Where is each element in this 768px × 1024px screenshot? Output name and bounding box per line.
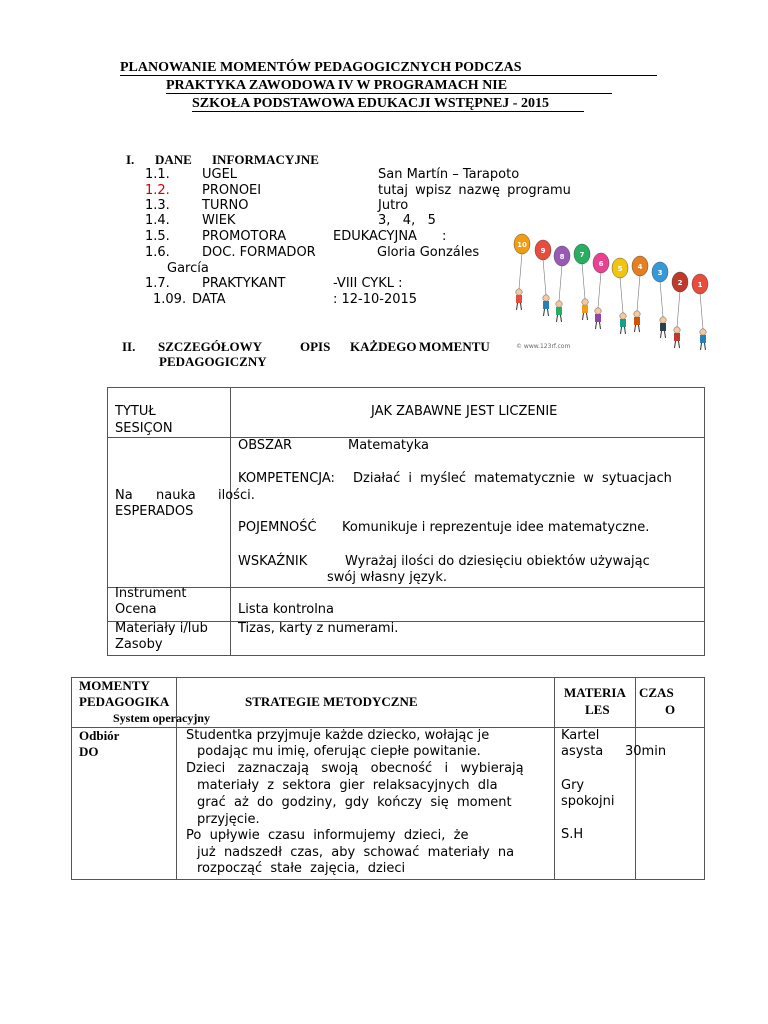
indicator-value-2: swój własny język.: [327, 570, 448, 585]
strategy-1-line-2: podając mu imię, oferując ciepłe powitanie.: [197, 744, 481, 759]
info-value: Gloria Gonzáles: [377, 245, 480, 260]
indicator-value-1: Wyrażaj ilości do dziesięciu obiektów używając: [345, 554, 650, 569]
section2-word2: OPIS: [300, 339, 331, 354]
info-num: 1.7.: [145, 276, 170, 291]
info-label: PRONOEI: [202, 183, 262, 198]
strategy-3-line-2: już nadszedł czas, aby schować materiały na: [197, 845, 515, 860]
info-num: 1.6.: [145, 245, 170, 260]
info-num: 1.4.: [145, 213, 170, 228]
info-label: DATA: [192, 292, 226, 307]
instrument-label-2: Ocena: [115, 602, 157, 617]
moment-cell: [72, 728, 177, 880]
info-label: UGEL: [202, 167, 238, 182]
strategy-2-line-3: grać aż do godziny, gdy kończy się moment: [197, 795, 512, 810]
info-label: PROMOTORA: [202, 229, 287, 244]
expected-label-2: ESPERADOS: [115, 504, 194, 519]
info-value: : 12-10-2015: [333, 292, 418, 307]
capacity-value: Komunikuje i reprezentuje idee matematyczne.: [342, 520, 650, 535]
material-1: Kartel: [561, 728, 600, 743]
image-credit: © www.123rf.com: [516, 343, 571, 350]
material-4: spokojni: [561, 794, 615, 809]
svg-text:4: 4: [637, 263, 643, 271]
title-label-1: TYTUŁ: [115, 404, 156, 419]
expected-label-ilosci: ilości.: [218, 488, 255, 503]
section2-word3: KAŻDEGO: [350, 339, 417, 354]
header-line-2: PRAKTYKA ZAWODOWA IV W PROGRAMACH NIE: [166, 78, 508, 93]
materials-label-1: Materiały i/lub: [115, 621, 208, 636]
header-underline-3: [192, 111, 584, 112]
materials-label-2: Zasoby: [115, 637, 163, 652]
info-value-continued: García: [167, 261, 209, 276]
section2-num: II.: [122, 339, 136, 354]
moments-header-3: System operacyjny: [113, 711, 210, 725]
title-label-cell: [108, 388, 231, 438]
session-info-table: [107, 387, 705, 656]
info-label: PRAKTYKANT: [202, 276, 286, 291]
time-header-1: CZAS: [639, 685, 674, 700]
area-label: OBSZAR: [238, 438, 293, 453]
info-value: -VIII CYKL :: [333, 276, 403, 291]
moments-header-cell: [72, 678, 210, 728]
moment-name-2: DO: [79, 744, 99, 759]
header-line-1: PLANOWANIE MOMENTÓW PEDAGOGICZNYCH PODCZAS: [120, 60, 522, 75]
materials-header-2: LES: [585, 702, 610, 717]
title-value-cell: [231, 388, 705, 438]
time-header-2: O: [665, 702, 676, 717]
capacity-label: POJEMNOŚĆ: [238, 520, 317, 535]
info-num: 1.2.: [145, 183, 170, 198]
info-value: Jutro: [378, 198, 409, 213]
moments-header-1: MOMENTY: [79, 678, 150, 693]
session-title: JAK ZABAWNE JEST LICZENIE: [371, 404, 558, 419]
balloon-10: [514, 234, 530, 310]
moments-header-2: PEDAGOGIKA: [79, 694, 170, 709]
svg-text:5: 5: [617, 265, 623, 273]
svg-text:1: 1: [697, 281, 703, 289]
section1-heading-word1: DANE: [155, 152, 192, 167]
section2-line2: PEDAGOGICZNY: [159, 354, 267, 369]
title-label-2: SESIÇON: [115, 421, 173, 436]
section1-num: I.: [126, 152, 135, 167]
materials-value: Tizas, karty z numerami.: [238, 621, 399, 636]
info-num: 1.09.: [153, 292, 187, 307]
svg-text:6: 6: [598, 260, 604, 268]
materials-header-1: MATERIA: [564, 685, 626, 700]
info-value: 3, 4, 5: [378, 213, 436, 228]
info-label-2: EDUKACYJNA: [333, 229, 417, 244]
expected-label-na: Na: [115, 488, 133, 503]
materials-label-cell: [108, 622, 231, 656]
balloon-6: [593, 253, 609, 329]
material-2: asysta: [561, 744, 604, 759]
balloon-5: [612, 258, 628, 334]
strategy-3-line-1: Po upływie czasu informujemy dzieci, że: [186, 828, 469, 843]
time-header-cell: [636, 678, 705, 728]
moments-table: [71, 677, 705, 880]
strategies-header: STRATEGIE METODYCZNE: [245, 694, 418, 709]
svg-text:8: 8: [559, 253, 565, 261]
info-label: DOC. FORMADOR: [202, 245, 316, 260]
strategy-3-line-3: rozpocząć stałe zajęcia, dzieci: [197, 861, 406, 876]
svg-text:7: 7: [579, 251, 585, 259]
material-5: S.H: [561, 827, 584, 842]
strategy-2-line-2: materiały z sektora gier relaksacyjnych dla: [197, 778, 498, 793]
competence-label: KOMPETENCJA:: [238, 471, 335, 486]
competence-value: Działać i myśleć matematycznie w sytuacjach: [353, 471, 672, 486]
info-num: 1.1.: [145, 167, 170, 182]
expected-label-nauka: nauka: [156, 488, 196, 503]
balloon-8: [554, 246, 570, 322]
info-num: 1.5.: [145, 229, 170, 244]
svg-text:3: 3: [657, 269, 663, 277]
header-underline-2: [166, 93, 612, 94]
indicator-label: WSKAŹNIK: [238, 554, 308, 569]
moment-name-1: Odbiór: [79, 728, 120, 743]
instrument-value-cell: [231, 588, 705, 622]
expected-label-cell: [108, 438, 255, 588]
info-value: San Martín – Tarapoto: [378, 167, 520, 182]
balloon-7: [574, 244, 590, 320]
balloon-1: [692, 274, 708, 350]
balloon-2: [672, 272, 688, 348]
svg-text:9: 9: [540, 247, 546, 255]
balloon-4: [632, 256, 648, 332]
info-num: 1.3.: [145, 198, 170, 213]
materials-cell: [555, 728, 667, 880]
header-line-3: SZKOŁA PODSTAWOWA EDUKACJI WSTĘPNEJ - 2015: [192, 96, 549, 111]
expected-content-cell: [231, 438, 705, 588]
strategy-2-line-1: Dzieci zaznaczają swoją obecność i wybierają: [186, 761, 524, 776]
balloons-illustration: [512, 232, 710, 356]
info-label: TURNO: [202, 198, 249, 213]
instrument-value: Lista kontrolna: [238, 602, 335, 617]
area-value: Matematyka: [348, 438, 429, 453]
header-underline-1: [120, 75, 657, 76]
svg-text:10: 10: [517, 241, 527, 249]
info-value: :: [442, 229, 447, 244]
time-value: 30min: [625, 744, 667, 759]
strategies-header-cell: [177, 678, 555, 728]
info-value: tutaj wpisz nazwę programu: [378, 183, 571, 198]
svg-text:2: 2: [677, 279, 683, 287]
balloon-3: [652, 262, 668, 338]
strategy-1-line-1: Studentka przyjmuje każde dziecko, wołając je: [186, 728, 490, 743]
materials-header-cell: [555, 678, 636, 728]
info-label: WIEK: [202, 213, 236, 228]
instrument-label-cell: [108, 588, 231, 622]
section2-word4: MOMENTU: [419, 339, 490, 354]
materials-value-cell: [231, 622, 705, 656]
balloon-9: [535, 240, 551, 316]
strategy-2-line-4: przyjęcie.: [197, 812, 260, 827]
section1-heading-word2: INFORMACYJNE: [212, 152, 319, 167]
strategies-cell: [177, 728, 555, 880]
instrument-label-1: Instrument: [115, 586, 187, 601]
section2-word1: SZCZEGÓŁOWY: [158, 339, 263, 354]
material-3: Gry: [561, 778, 585, 793]
